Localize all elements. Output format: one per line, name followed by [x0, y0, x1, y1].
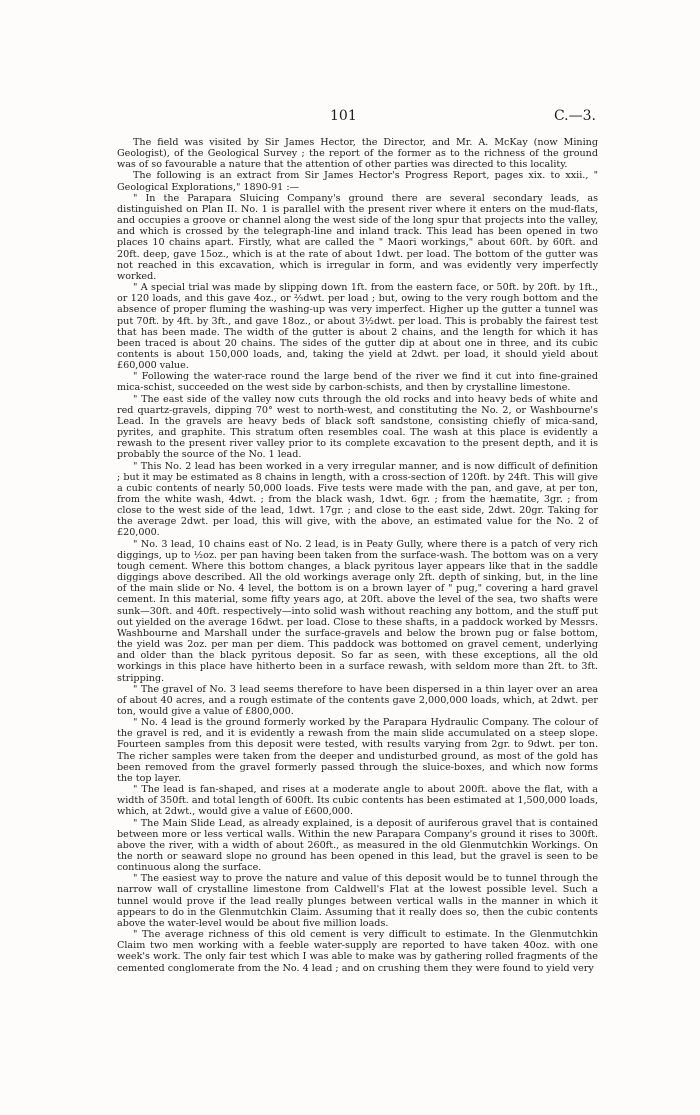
paragraph: " A special trial was made by slipping down 1ft. from the eastern face, or 50ft. by 20ft. by 1ft., or 120 loads, and this gave 4oz., or ⅔dwt. per load ; but, owing to the very rough bottom and the absence of proper fluming the washing-up was very imperfect. Higher up the gutter a tunnel was put 70ft. by 4ft. by 3ft., and gave 18oz., or about 3½dwt. per load. This is probably the fairest test that has been made. The width of the gutter is about 2 chains, and the length for which it has been traced is about 20 chains. The sides of the gutter dip at about one in three, and its cubic contents is about 150,000 loads, and, taking the yield at 2dwt. per load, it should yield about £60,000 value. [117, 282, 598, 372]
paragraph: " The average richness of this old cement is very difficult to estimate. In the Glenmutchkin Claim two men working with a feeble water-supply are reported to have taken 40oz. with one week's work. The only fair test which I was able to make was by gathering rolled fragments of the cemented conglomerate from the No. 4 lead ; and on crushing them they were found to yield very [117, 929, 598, 974]
body-text [117, 137, 598, 974]
paragraph: " The easiest way to prove the nature and value of this deposit would be to tunnel through the narrow wall of crystalline limestone from Caldwell's Flat at the lowest possible level. Such a tunnel would prove if the lead really plunges between vertical walls in the manner in which it appears to do in the Glenmutchkin Claim. Assuming that it really does so, then the cubic contents above the water-level would be about five million loads. [117, 873, 598, 929]
page-header [0, 108, 700, 128]
paragraph: " The lead is fan-shaped, and rises at a moderate angle to about 200ft. above the flat, with a width of 350ft. and total length of 600ft. Its cubic contents has been estimated at 1,500,000 loads, which, at 2dwt., would give a value of £600,000. [117, 784, 598, 818]
paragraph: " The Main Slide Lead, as already explained, is a deposit of auriferous gravel that is contained between more or less vertical walls. Within the new Parapara Company's ground it rises to 300ft. above the river, with a width of about 260ft., as measured in the old Glenmutchkin Workings. On the north or seaward slope no ground has been opened in this lead, but the gravel is seen to be continuous along the surface. [117, 817, 598, 874]
paragraph: " The gravel of No. 3 lead seems therefore to have been dispersed in a thin layer over an area of about 40 acres, and a rough estimate of the contents gave 2,000,000 loads, which, at 2dwt. per ton, would give a value of £800,000. [117, 683, 598, 717]
paragraph: " This No. 2 lead has been worked in a very irregular manner, and is now difficult of definition ; but it may be estimated as 8 chains in length, with a cross-section of 120ft. by 24ft. This will give a cubic contents of nearly 50,000 loads. Five tests were made with the pan, and gave, at per ton, from the white wash, 4dwt. ; from the black wash, 1dwt. 6gr. ; from the hæmatite, 3gr. ; from close to the west side of the lead, 1dwt. 17gr. ; and close to the east side, 2dwt. 20gr. Taking for the average 2dwt. per load, this will give, with the above, an estimated value for the No. 2 of £20,000. [117, 460, 598, 539]
paragraph: " In the Parapara Sluicing Company's ground there are several secondary leads, as distinguished on Plan II. No. 1 is parallel with the present river where it enters on the mud-flats, and occupies a groove or channel along the west side of the long spur that projects into the valley, and which is crossed by the telegraph-line and inland track. This lead has been opened in two places 10 chains apart. Firstly, what are called the " Maori workings," about 60ft. by 60ft. and 20ft. deep, gave 15oz., which is at the rate of about 1dwt. per load. The bottom of the gutter was not reached in this excavation, which is irregular in form, and was evidently very imperfectly worked. [117, 192, 598, 282]
paragraph: " No. 4 lead is the ground formerly worked by the Parapara Hydraulic Company. The colour of the gravel is red, and it is evidently a rewash from the main slide accumulated on a steep slope. Fourteen samples from this deposit were tested, with results varying from 2gr. to 9dwt. per ton. The richer samples were taken from the deeper and undisturbed ground, as most of the gold has been removed from the gravel formerly passed through the sluice-boxes, and which now forms the top layer. [117, 717, 598, 784]
paragraph: The field was visited by Sir James Hector, the Director, and Mr. A. McKay (now Mining Geologist), of the Geological Survey ; the report of the former as to the richness of the ground was of so favourable a nature that the attention of other parties was directed to this locality. [117, 137, 598, 171]
section-reference: C.—3. [553, 108, 596, 124]
paragraph: " No. 3 lead, 10 chains east of No. 2 lead, is in Peaty Gully, where there is a patch of very rich diggings, up to ½oz. per pan having been taken from the surface-wash. The bottom was on a very tough cement. Where this bottom changes, a black pyritous layer appears like that in the saddle diggings above described. All the old workings average only 2ft. depth of sinking, but, in the line of the main slide or No. 4 level, the bottom is on a brown layer of " pug," covering a hard gravel cement. In this material, some fifty years ago, at 20ft. above the level of the sea, two shafts were sunk—30ft. and 40ft. respectively—into solid wash without reaching any bottom, and the stuff put out yielded on the average 16dwt. per load. Close to these shafts, in a paddock worked by Messrs. Washbourne and Marshall under the surface-gravels and below the brown pug or false bottom, the yield was 2oz. per man per diem. This paddock was bottomed on gravel cement, underlying and older than the black pyritous deposit. So far as seen, with these exceptions, all the old workings in this place have hitherto been in a surface rewash, with seldom more than 2ft. to 3ft. stripping. [117, 538, 598, 684]
paragraph: " The east side of the valley now cuts through the old rocks and into heavy beds of white and red quartz-gravels, dipping 70° west to north-west, and constituting the No. 2, or Washbourne's Lead. In the gravels are heavy beds of black soft sandstone, consisting chiefly of mica-sand, pyrites, and graphite. This stratum often resembles coal. The wash at this place is evidently a rewash to the present river valley prior to its complete excavation to the present depth, and it is probably the source of the No. 1 lead. [117, 393, 598, 461]
paragraph: The following is an extract from Sir James Hector's Progress Report, pages xix. to xxii., " Geological Explorations," 1890-91 :— [117, 170, 598, 193]
paragraph: " Following the water-race round the large bend of the river we find it cut into fine-grained mica-schist, succeeded on the west side by carbon-schists, and then by crystalline limestone. [117, 371, 598, 394]
page-number: 101 [330, 108, 357, 124]
